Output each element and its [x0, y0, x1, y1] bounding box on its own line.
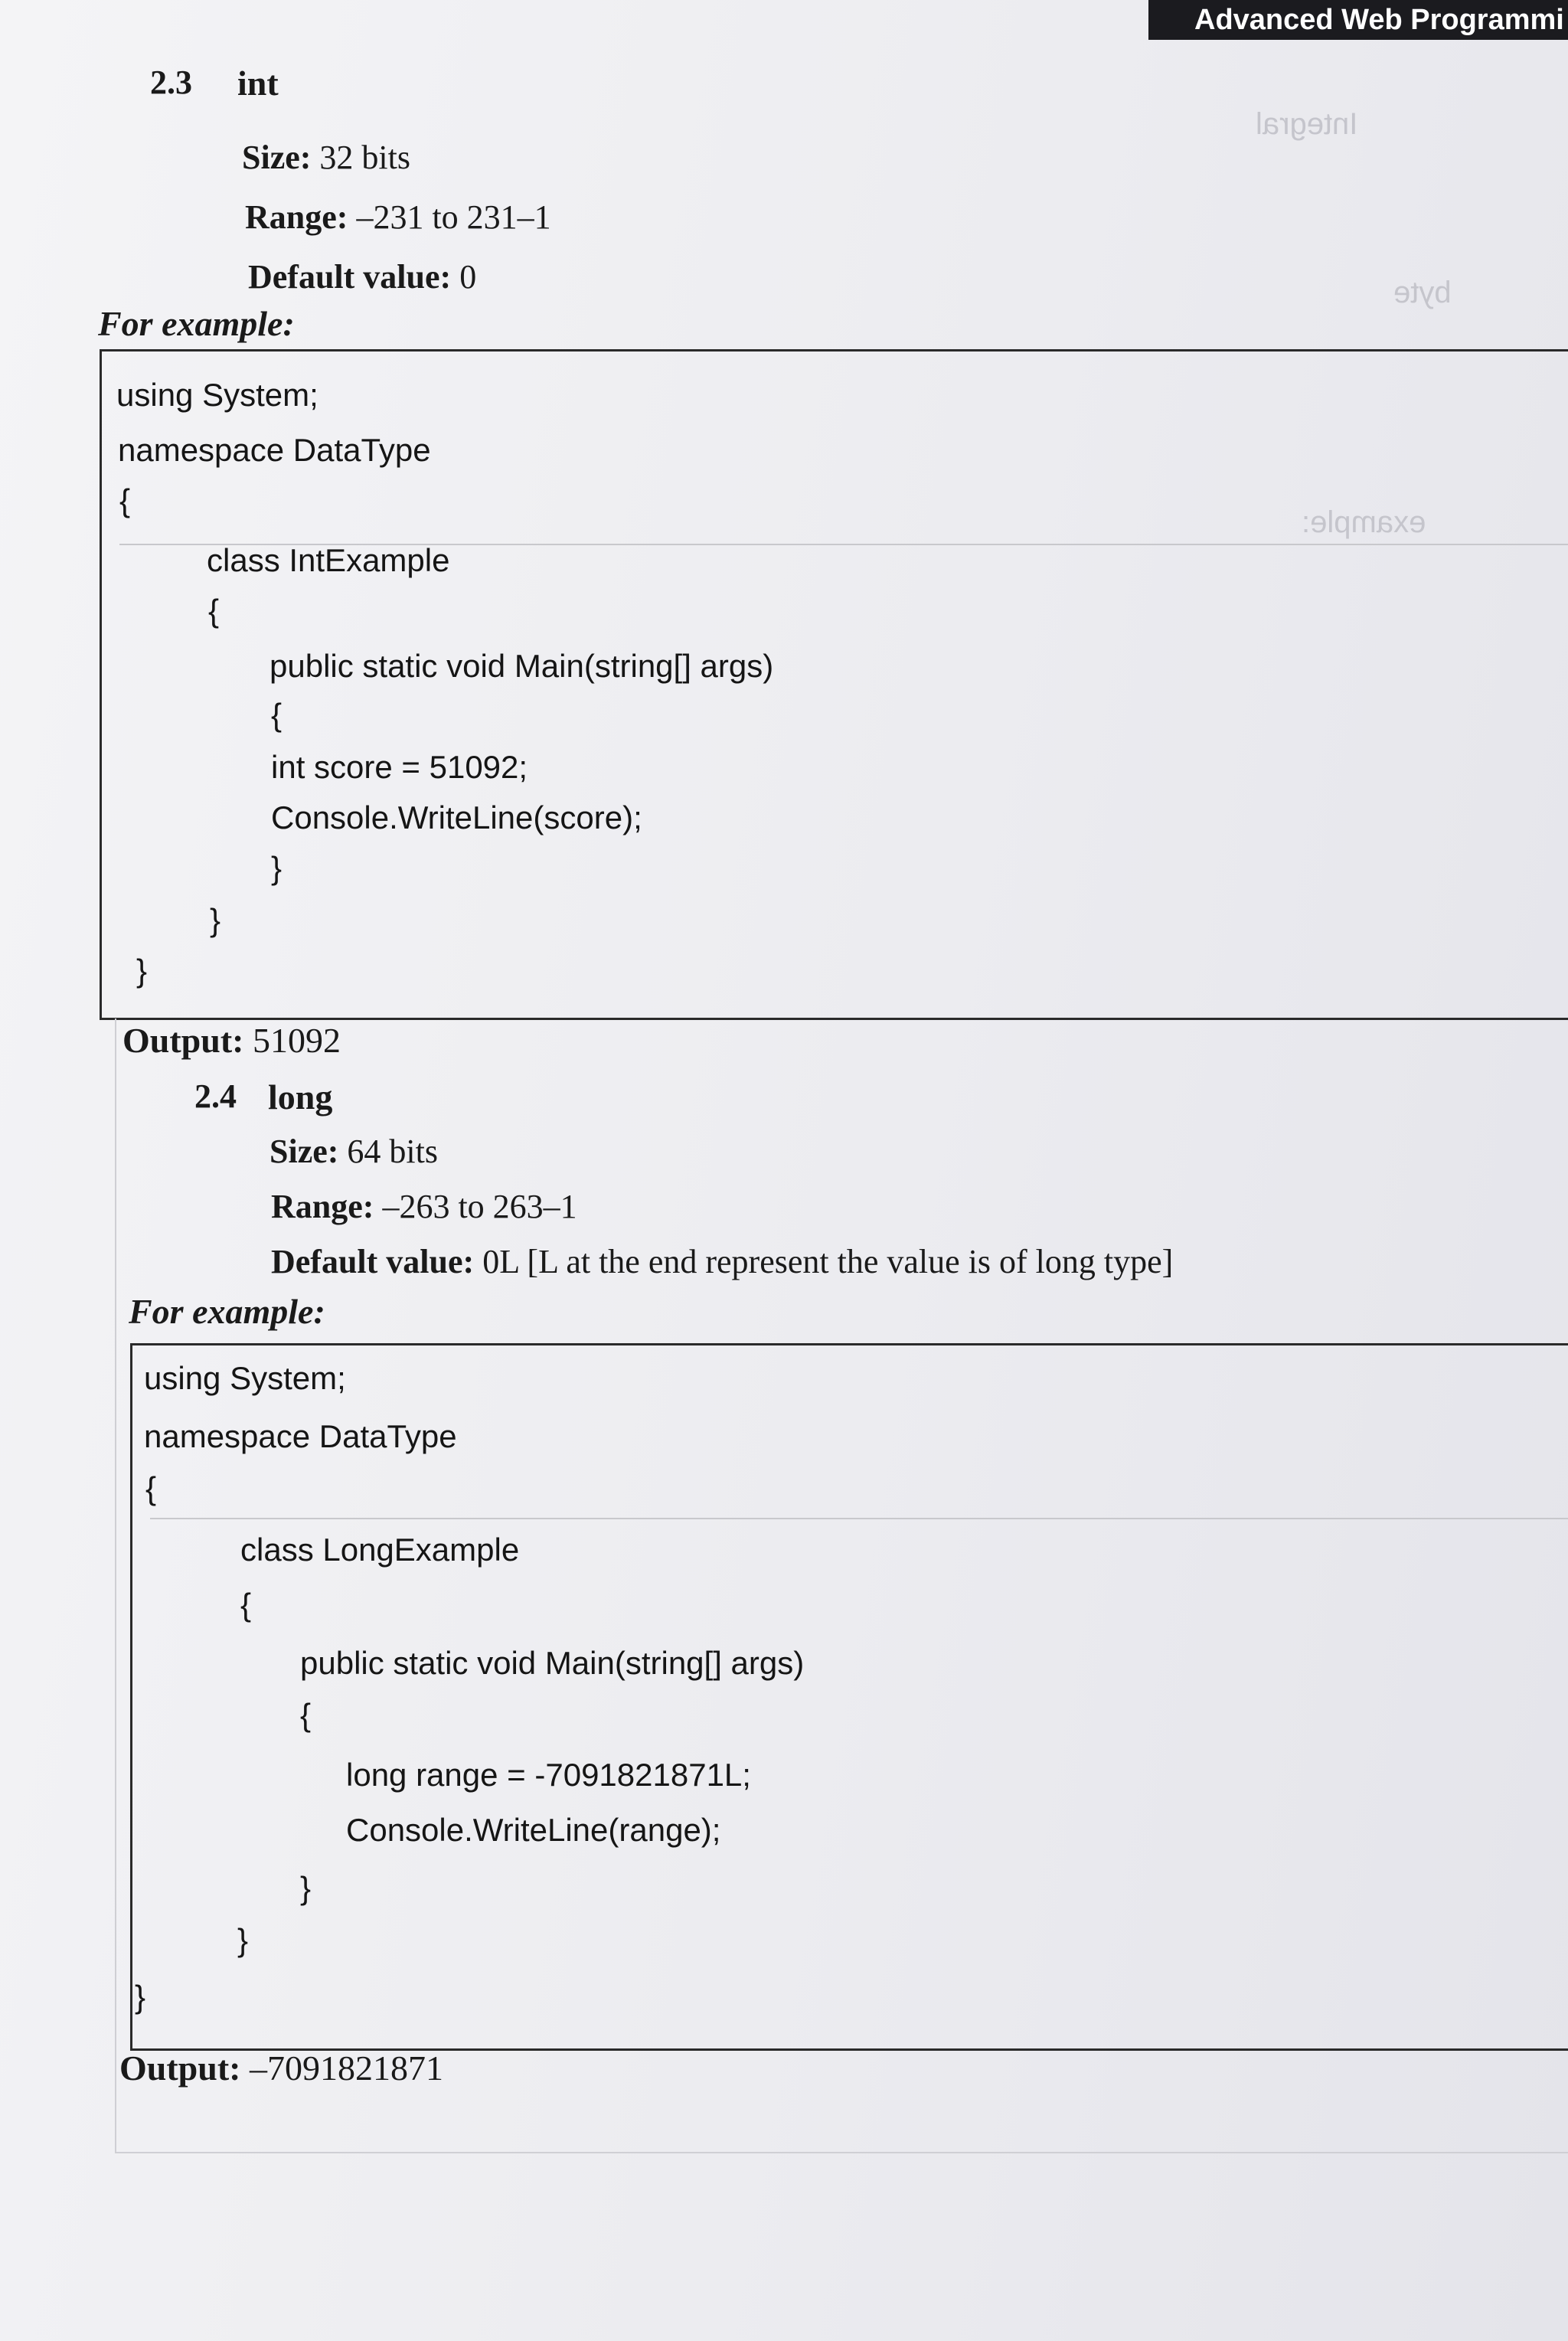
- int-code-line-5: {: [208, 593, 220, 629]
- long-output-value: –7091821871: [249, 2048, 443, 2088]
- int-code-line-1: using System;: [116, 377, 318, 413]
- long-range-value: –263 to 263–1: [382, 1188, 577, 1225]
- long-output-line: [119, 2048, 443, 2088]
- int-size-label: Size:: [242, 139, 312, 176]
- int-code-line-3: {: [119, 482, 131, 518]
- bleed-through-text: Integral: [1256, 107, 1358, 141]
- int-code-line-10: }: [271, 850, 283, 886]
- int-size-value: 32 bits: [319, 139, 410, 176]
- int-code-line-12: }: [136, 953, 148, 989]
- long-example-label: For example:: [129, 1292, 325, 1331]
- long-code-line-11: }: [237, 1922, 249, 1958]
- section-title-int: int: [237, 64, 279, 103]
- section-number-long: 2.4: [194, 1077, 237, 1115]
- int-output-label: Output:: [122, 1021, 244, 1060]
- int-code-line-7: {: [271, 697, 283, 733]
- long-default-label: Default value:: [271, 1243, 475, 1280]
- long-code-line-10: }: [300, 1870, 312, 1906]
- long-code-line-2: namespace DataType: [144, 1418, 457, 1454]
- section-number-int: 2.3: [150, 64, 192, 101]
- long-default-value: 0L [L at the end represent the value is of long type]: [482, 1243, 1174, 1280]
- long-size-line: [270, 1132, 438, 1171]
- int-range-value: –231 to 231–1: [356, 198, 551, 236]
- int-code-line-8: int score = 51092;: [271, 749, 528, 785]
- bleed-through-text: example:: [1302, 505, 1426, 539]
- int-code-line-11: }: [210, 902, 221, 938]
- long-size-label: Size:: [270, 1133, 339, 1170]
- int-default-label: Default value:: [248, 258, 452, 296]
- section-title-long: long: [268, 1077, 333, 1117]
- long-code-line-8: long range = -7091821871L;: [346, 1757, 751, 1793]
- long-default-line: [271, 1242, 1173, 1281]
- long-range-label: Range:: [271, 1188, 374, 1225]
- int-code-line-4: class IntExample: [207, 542, 450, 578]
- int-range-label: Range:: [245, 198, 348, 236]
- int-size-line: [242, 138, 410, 177]
- long-code-line-6: public static void Main(string[] args): [300, 1645, 805, 1681]
- long-code-line-4: class LongExample: [240, 1532, 520, 1568]
- int-example-label: For example:: [98, 304, 295, 343]
- int-output-line: [122, 1020, 341, 1061]
- long-code-line-3: {: [145, 1470, 157, 1506]
- long-code-line-1: using System;: [144, 1360, 346, 1396]
- long-code-line-7: {: [300, 1697, 312, 1733]
- long-size-value: 64 bits: [347, 1133, 438, 1170]
- long-range-line: [271, 1187, 577, 1226]
- long-code-line-9: Console.WriteLine(range);: [346, 1812, 721, 1848]
- long-output-label: Output:: [119, 2048, 241, 2088]
- int-range-line: [245, 198, 551, 237]
- long-code-line-12: }: [135, 1979, 146, 2015]
- int-default-line: [248, 257, 476, 296]
- bleed-through-text: byte: [1393, 276, 1452, 309]
- int-output-value: 51092: [252, 1021, 341, 1060]
- int-code-line-2: namespace DataType: [118, 432, 431, 468]
- int-code-line-6: public static void Main(string[] args): [270, 648, 774, 684]
- long-code-inner-rule: [150, 1518, 1568, 1519]
- long-code-line-5: {: [240, 1587, 252, 1623]
- int-default-value: 0: [459, 258, 477, 296]
- int-code-line-9: Console.WriteLine(score);: [271, 799, 642, 835]
- running-header-title: Advanced Web Programmi: [1194, 4, 1564, 36]
